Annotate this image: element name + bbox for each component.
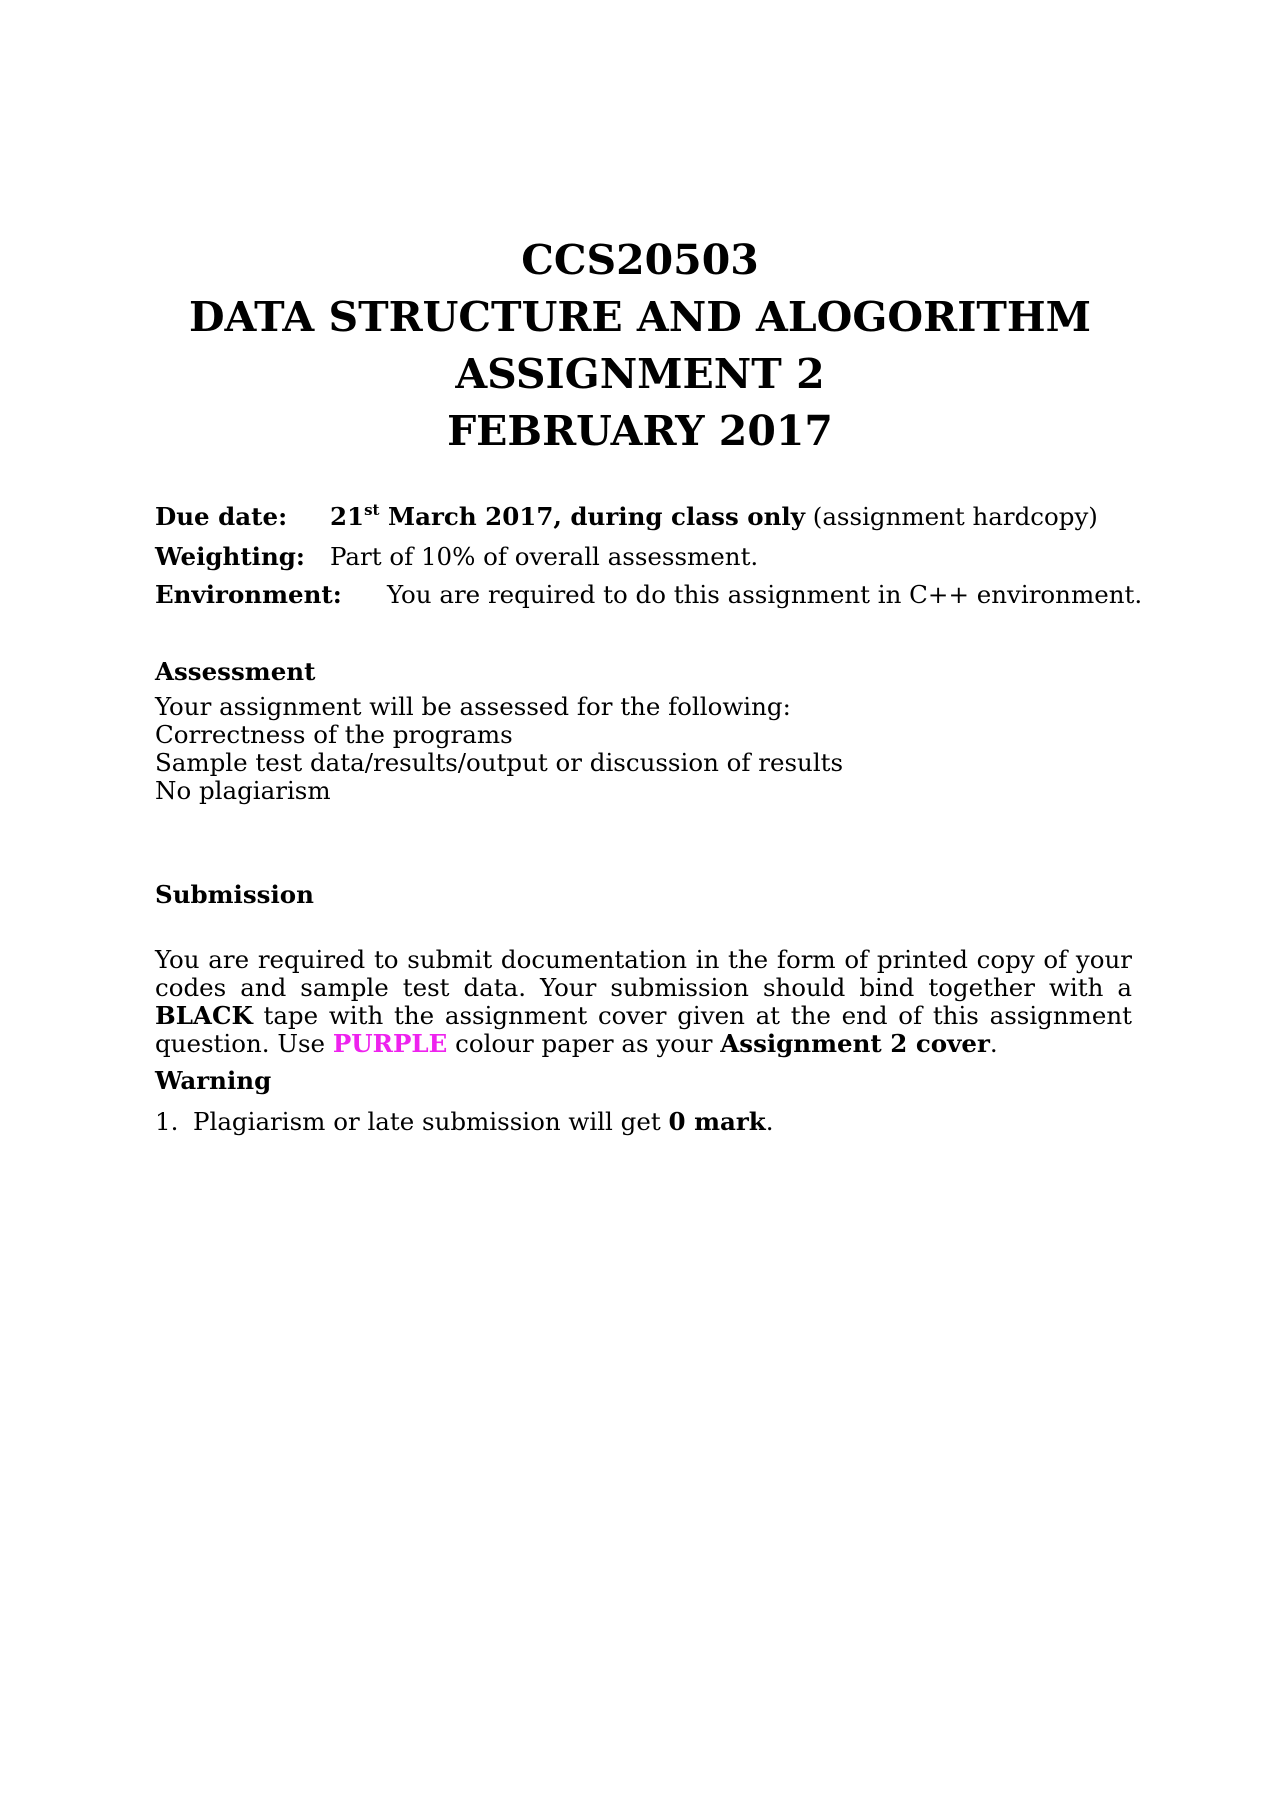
- due-date-note: (assignment hardcopy): [804, 502, 1098, 531]
- weighting-label: Weighting:: [155, 542, 305, 571]
- environment-value: You are required to do this assignment in C++ environment.: [387, 580, 1143, 609]
- submission-text-3: colour paper as your: [447, 1029, 721, 1058]
- list-item: No plagiarism: [155, 776, 331, 805]
- due-date-label: Due date:: [155, 502, 288, 531]
- list-item: Correctness of the programs: [155, 720, 513, 749]
- submission-paragraph: [155, 946, 1132, 1058]
- list-item: Your assignment will be assessed for the following:: [155, 692, 791, 721]
- environment-label: Environment:: [155, 580, 342, 609]
- zero-mark-keyword: 0 mark: [668, 1107, 766, 1136]
- course-code: CCS20503: [521, 236, 759, 284]
- course-name: DATA STRUCTURE AND ALOGORITHM: [189, 293, 1091, 341]
- assessment-heading: Assessment: [155, 657, 316, 686]
- list-item: Sample test data/results/output or discussion of results: [155, 748, 844, 777]
- assessment-list: [155, 693, 843, 805]
- title-block: [0, 232, 1280, 460]
- black-tape-keyword: BLACK: [155, 1001, 253, 1030]
- warning-text-main: Plagiarism or late submission will get: [193, 1107, 669, 1136]
- weighting-value: Part of 10% of overall assessment.: [330, 542, 759, 571]
- due-date-value: [330, 502, 1098, 531]
- due-day-suffix: st: [364, 501, 380, 519]
- submission-text-4: .: [989, 1029, 998, 1058]
- cover-keyword: Assignment 2 cover: [720, 1029, 990, 1058]
- submission-heading: Submission: [155, 880, 314, 909]
- warning-heading: Warning: [155, 1066, 272, 1095]
- purple-keyword: PURPLE: [332, 1029, 448, 1058]
- warning-text: [193, 1107, 774, 1136]
- warning-number: 1.: [155, 1107, 179, 1136]
- submission-text-2: tape with the assignment cover given at the end of this assignment question. Use: [155, 1001, 1132, 1058]
- submission-text-1: You are required to submit documentation in the form of printed copy of your codes and sample test data. Your submission should bind together with a: [155, 945, 1132, 1002]
- warning-text-end: .: [765, 1107, 774, 1136]
- assignment-date: FEBRUARY 2017: [447, 407, 833, 455]
- due-day: 21: [330, 502, 365, 531]
- assignment-number: ASSIGNMENT 2: [455, 350, 825, 398]
- due-date-rest: March 2017, during class only: [379, 502, 805, 531]
